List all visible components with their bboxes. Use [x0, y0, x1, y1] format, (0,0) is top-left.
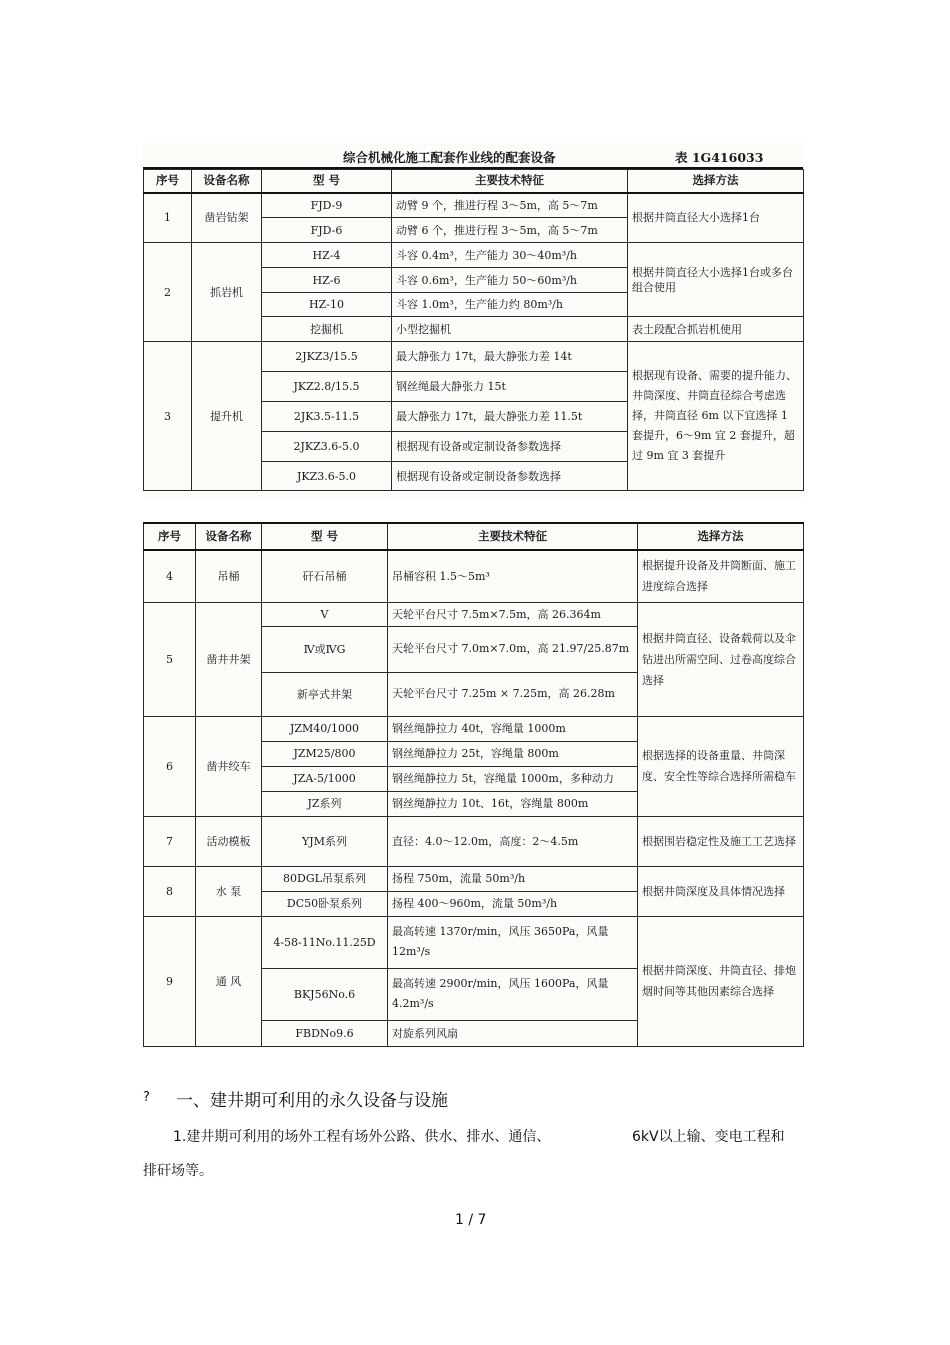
- model-cell: 80DGL吊泵系列: [262, 866, 388, 891]
- model-cell: 挖掘机: [262, 317, 392, 342]
- seq-cell: 3: [144, 342, 192, 491]
- model-cell: FBDNo9.6: [262, 1020, 388, 1046]
- model-cell: JZM25/800: [262, 741, 388, 766]
- equipment-name-cell: 抓岩机: [192, 243, 262, 342]
- spec-cell: 钢丝绳最大静张力 15t: [392, 372, 628, 402]
- table-2: [143, 522, 804, 1047]
- table-header-row: [144, 170, 804, 193]
- header-cell: 选择方法: [638, 523, 804, 550]
- spec-cell: 吊桶容积 1.5～5m³: [388, 550, 638, 602]
- method-cell: 根据井筒直径大小选择1台: [628, 193, 804, 243]
- model-cell: 2JKZ3/15.5: [262, 342, 392, 372]
- method-cell: 根据井筒深度及具体情况选择: [638, 866, 804, 916]
- paragraph-line-1b: 6kV以上输、变电工程和: [632, 1129, 785, 1145]
- model-cell: BKJ56No.6: [262, 968, 388, 1020]
- method-cell: 根据选择的设备重量、井筒深度、安全性等综合选择所需稳车: [638, 716, 804, 816]
- equipment-name-cell: 凿岩钻架: [192, 193, 262, 243]
- spec-cell: 天轮平台尺寸 7.25m × 7.25m，高 26.28m: [388, 672, 638, 716]
- paragraph-line-2: 排矸场等。: [143, 1163, 213, 1179]
- table-1-number: 表 1G416033: [675, 150, 764, 165]
- model-cell: 2JKZ3.6-5.0: [262, 432, 392, 462]
- header-cell: 设备名称: [196, 523, 262, 550]
- model-cell: V: [262, 602, 388, 626]
- table-row: [144, 866, 804, 891]
- model-cell: FJD-9: [262, 193, 392, 218]
- spec-cell: 最大静张力 17t，最大静张力差 14t: [392, 342, 628, 372]
- model-cell: JZM40/1000: [262, 716, 388, 741]
- table-row: [144, 916, 804, 968]
- page-number: 1 / 7: [455, 1212, 487, 1228]
- model-cell: DC50卧泵系列: [262, 891, 388, 916]
- paragraph-line-1a: 1.建井期可利用的场外工程有场外公路、供水、排水、通信、: [173, 1129, 551, 1145]
- table-row: [144, 193, 804, 218]
- model-cell: HZ-4: [262, 243, 392, 268]
- method-cell: 根据井筒直径、设备载荷以及伞钻进出所需空间、过卷高度综合选择: [638, 602, 804, 716]
- header-cell: 序号: [144, 523, 196, 550]
- spec-cell: 对旋系列风扇: [388, 1020, 638, 1046]
- spec-cell: 天轮平台尺寸 7.0m×7.0m，高 21.97/25.87m: [388, 626, 638, 672]
- header-cell: 主要技术特征: [392, 170, 628, 193]
- seq-cell: 6: [144, 716, 196, 816]
- model-cell: HZ-6: [262, 268, 392, 293]
- spec-cell: 最大静张力 17t，最大静张力差 11.5t: [392, 402, 628, 432]
- header-cell: 选择方法: [628, 170, 804, 193]
- model-cell: Ⅳ或ⅣG: [262, 626, 388, 672]
- seq-cell: 2: [144, 243, 192, 342]
- spec-cell: 扬程 400～960m，流量 50m³/h: [388, 891, 638, 916]
- table-1-caption: [143, 143, 803, 169]
- spec-cell: 根据现有设备或定制设备参数选择: [392, 432, 628, 462]
- equipment-name-cell: 提升机: [192, 342, 262, 491]
- seq-cell: 7: [144, 816, 196, 866]
- seq-cell: 1: [144, 193, 192, 243]
- spec-cell: 根据现有设备或定制设备参数选择: [392, 462, 628, 491]
- model-cell: YJM系列: [262, 816, 388, 866]
- method-cell: 根据现有设备、需要的提升能力、井筒深度、井筒直径综合考虑选择，井筒直径 6m 以下宜选择 1 套提升，6～9m 宜 2 套提升，超过 9m 宜 3 套提升: [628, 342, 804, 491]
- table-row: [144, 816, 804, 866]
- equipment-name-cell: 吊桶: [196, 550, 262, 602]
- model-cell: 2JK3.5-11.5: [262, 402, 392, 432]
- equipment-name-cell: 水 泵: [196, 866, 262, 916]
- table-1: [143, 169, 804, 491]
- section-heading: 一、建井期可利用的永久设备与设施: [176, 1091, 448, 1111]
- equipment-name-cell: 凿井井架: [196, 602, 262, 716]
- spec-cell: 最高转速 2900r/min，风压 1600Pa，风量 4.2m³/s: [388, 968, 638, 1020]
- spec-cell: 钢丝绳静拉力 10t、16t，容绳量 800m: [388, 791, 638, 816]
- method-cell: 根据围岩稳定性及施工工艺选择: [638, 816, 804, 866]
- equipment-name-cell: 活动模板: [196, 816, 262, 866]
- spec-cell: 动臂 9 个，推进行程 3～5m，高 5～7m: [392, 193, 628, 218]
- model-cell: JZ系列: [262, 791, 388, 816]
- model-cell: HZ-10: [262, 293, 392, 317]
- seq-cell: 8: [144, 866, 196, 916]
- spec-cell: 天轮平台尺寸 7.5m×7.5m，高 26.364m: [388, 602, 638, 626]
- seq-cell: 4: [144, 550, 196, 602]
- model-cell: FJD-6: [262, 218, 392, 243]
- table-1-title: 综合机械化施工配套作业线的配套设备: [343, 150, 556, 165]
- spec-cell: 斗容 1.0m³，生产能力约 80m³/h: [392, 293, 628, 317]
- seq-cell: 9: [144, 916, 196, 1046]
- method-cell: 根据井筒深度、井筒直径、排炮烟时间等其他因素综合选择: [638, 916, 804, 1046]
- model-cell: JKZ2.8/15.5: [262, 372, 392, 402]
- table-header-row: [144, 523, 804, 550]
- table-row: [144, 602, 804, 626]
- seq-cell: 5: [144, 602, 196, 716]
- header-cell: 设备名称: [192, 170, 262, 193]
- model-cell: 矸石吊桶: [262, 550, 388, 602]
- table-row: [144, 243, 804, 268]
- table-row: [144, 550, 804, 602]
- spec-cell: 小型挖掘机: [392, 317, 628, 342]
- table-1-scan: [143, 143, 803, 498]
- model-cell: 新亭式井架: [262, 672, 388, 716]
- header-cell: 型 号: [262, 523, 388, 550]
- header-cell: 序号: [144, 170, 192, 193]
- table-2-scan: [143, 522, 803, 1048]
- method-cell: 根据井筒直径大小选择1台或多台组合使用: [628, 243, 804, 317]
- spec-cell: 动臂 6 个，推进行程 3～5m，高 5～7m: [392, 218, 628, 243]
- model-cell: JKZ3.6-5.0: [262, 462, 392, 491]
- table-row: [144, 716, 804, 741]
- model-cell: 4-58-11No.11.25D: [262, 916, 388, 968]
- spec-cell: 斗容 0.4m³，生产能力 30～40m³/h: [392, 243, 628, 268]
- method-cell: 表土段配合抓岩机使用: [628, 317, 804, 342]
- header-cell: 主要技术特征: [388, 523, 638, 550]
- method-cell: 根据提升设备及井筒断面、施工进度综合选择: [638, 550, 804, 602]
- spec-cell: 直径：4.0～12.0m，高度：2～4.5m: [388, 816, 638, 866]
- spec-cell: 最高转速 1370r/min，风压 3650Pa，风量 12m³/s: [388, 916, 638, 968]
- spec-cell: 扬程 750m，流量 50m³/h: [388, 866, 638, 891]
- table-row: [144, 342, 804, 372]
- header-cell: 型 号: [262, 170, 392, 193]
- spec-cell: 钢丝绳静拉力 25t，容绳量 800m: [388, 741, 638, 766]
- model-cell: JZA-5/1000: [262, 766, 388, 791]
- spec-cell: 钢丝绳静拉力 5t，容绳量 1000m，多种动力: [388, 766, 638, 791]
- spec-cell: 斗容 0.6m³，生产能力 50～60m³/h: [392, 268, 628, 293]
- bullet-mark: ?: [143, 1090, 150, 1105]
- spec-cell: 钢丝绳静拉力 40t，容绳量 1000m: [388, 716, 638, 741]
- equipment-name-cell: 通 风: [196, 916, 262, 1046]
- equipment-name-cell: 凿井绞车: [196, 716, 262, 816]
